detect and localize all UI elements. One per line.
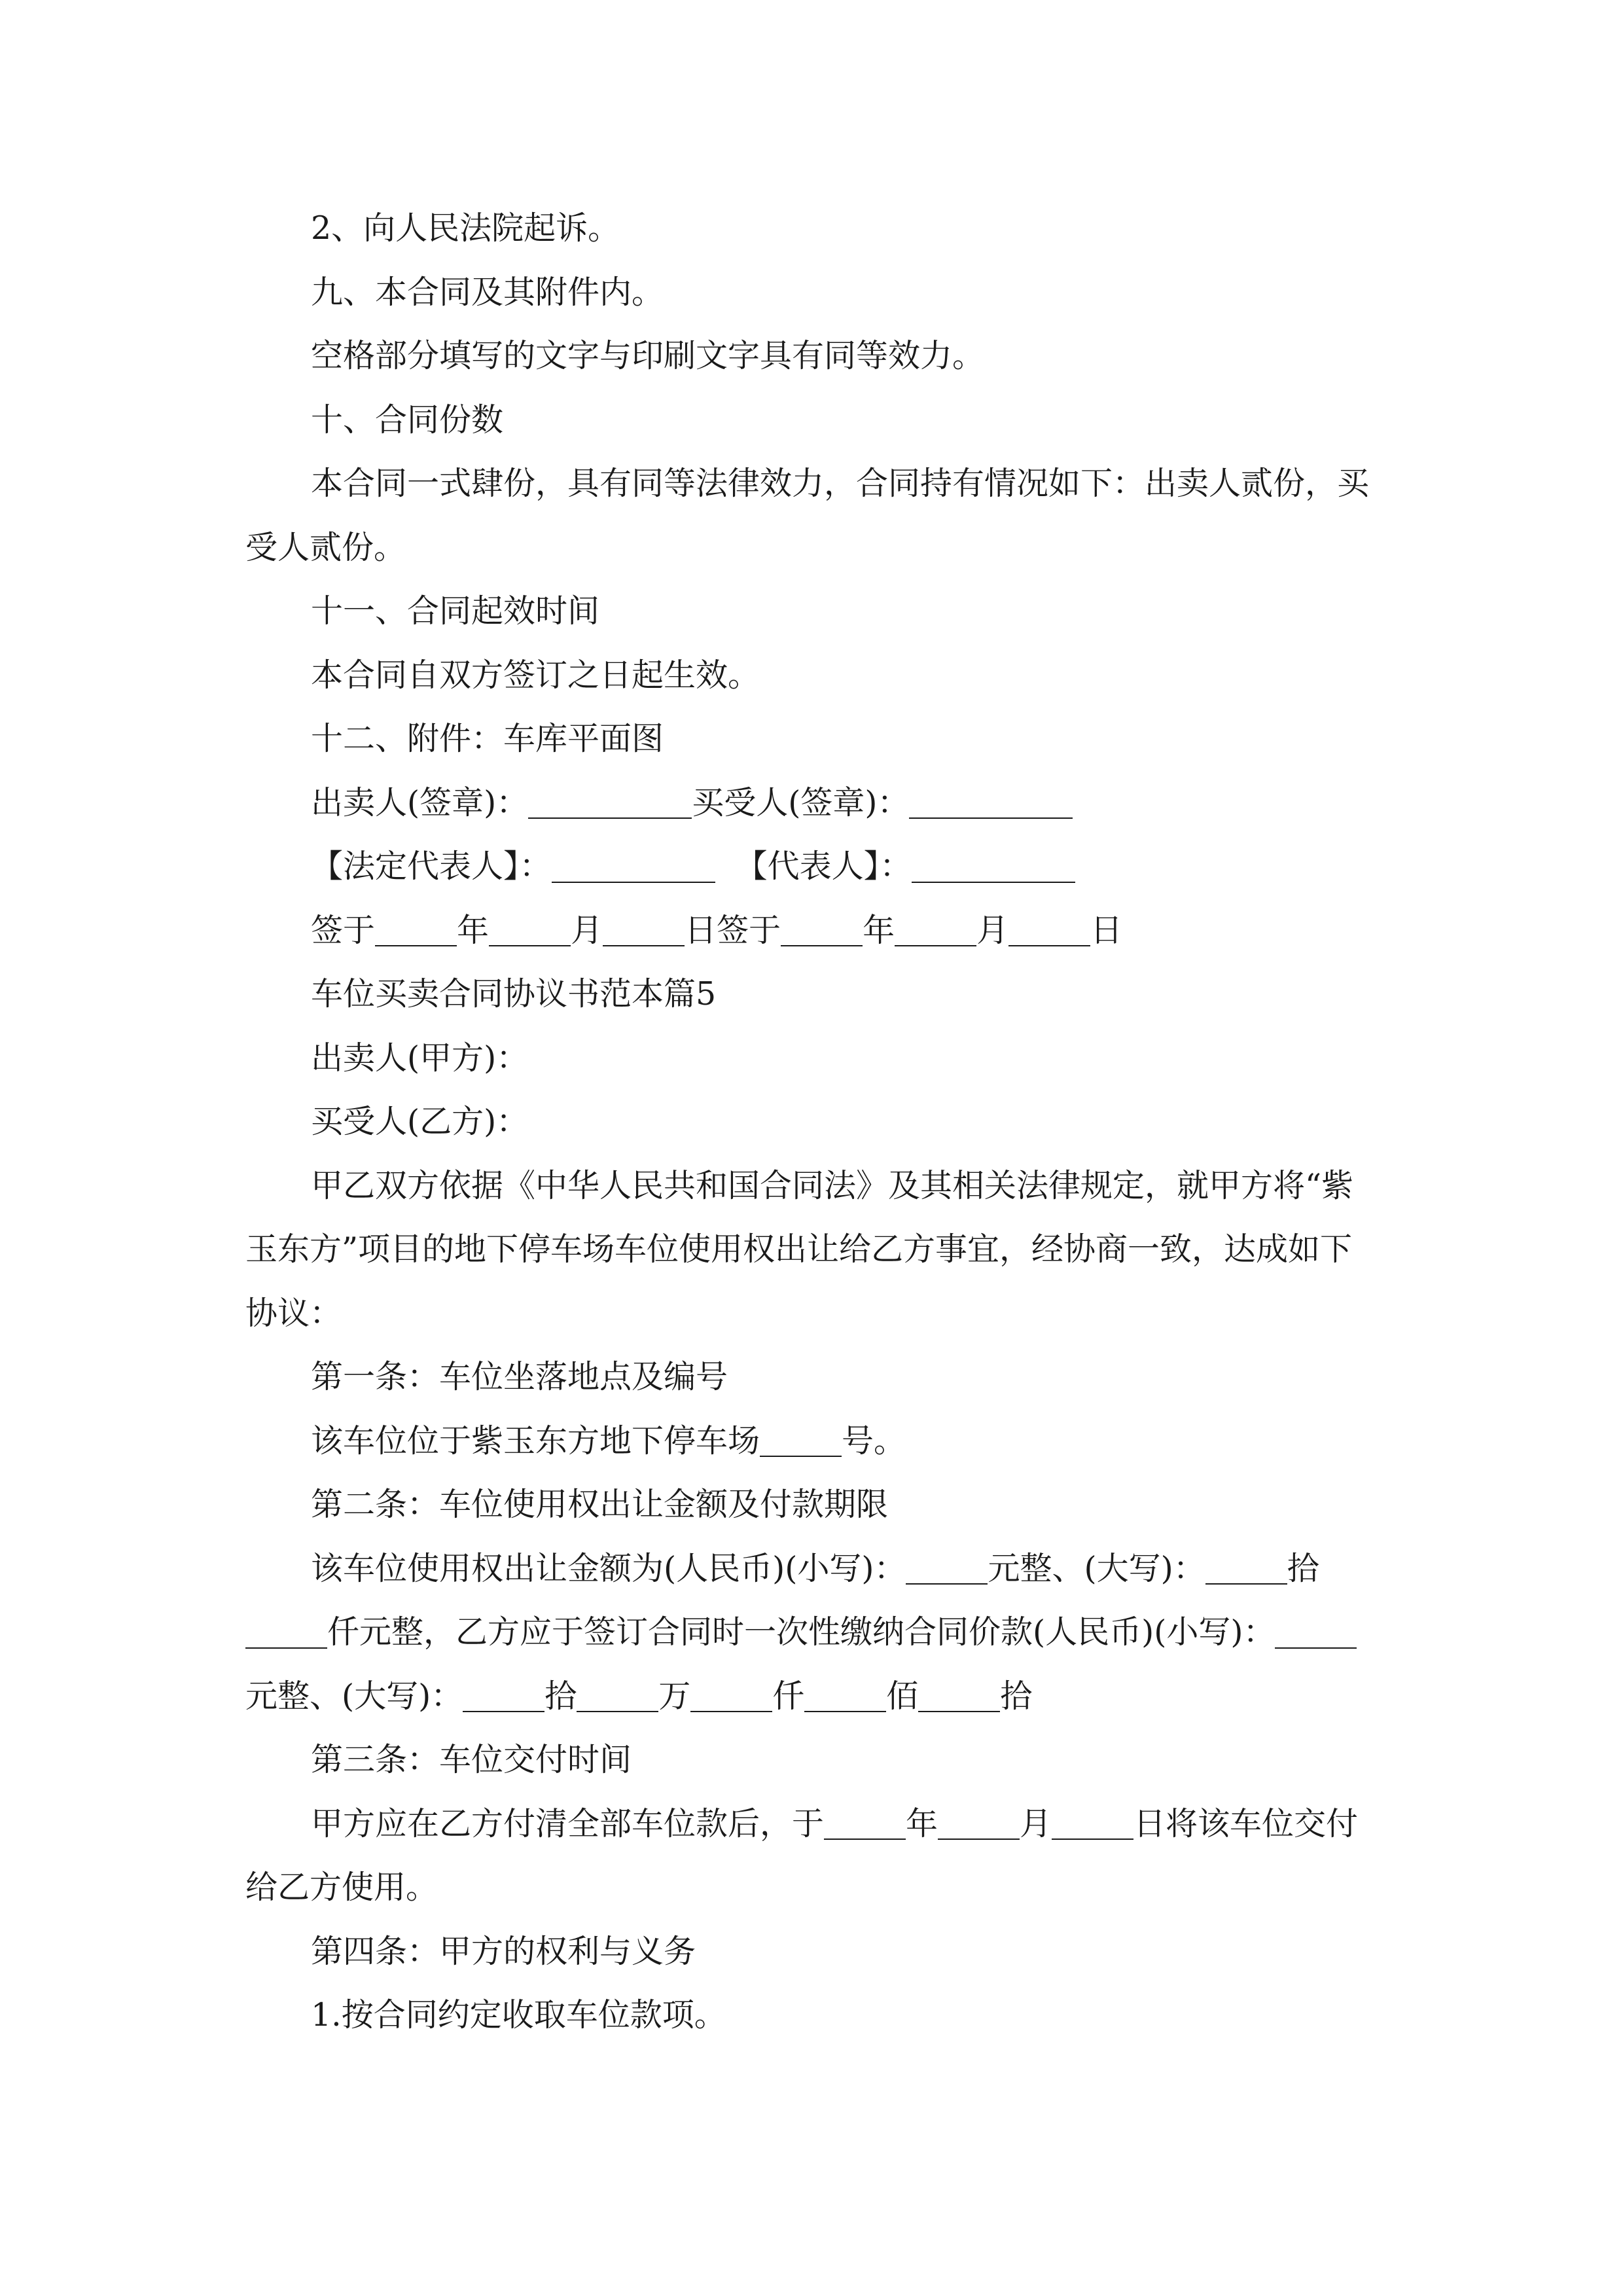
year-blank-2[interactable] bbox=[781, 910, 863, 946]
legal-rep-label: 【法定代表人】： bbox=[311, 848, 552, 885]
delivery-day-blank[interactable] bbox=[1052, 1803, 1133, 1840]
shi-label-2: 拾 bbox=[544, 1677, 577, 1715]
rep-blank[interactable] bbox=[912, 846, 1075, 883]
price-qian-blank[interactable] bbox=[690, 1676, 772, 1712]
price-wan-blank[interactable] bbox=[577, 1676, 658, 1712]
seller-label: 出卖人(签章)： bbox=[311, 783, 529, 821]
year-blank[interactable] bbox=[375, 910, 457, 946]
document-body bbox=[245, 196, 1378, 2047]
payment-paragraph bbox=[245, 1537, 1378, 1729]
party-buyer-line: 买受人(乙方)： bbox=[311, 1103, 529, 1140]
amount-qian-blank[interactable] bbox=[245, 1612, 327, 1649]
rep-label: 【代表人】： bbox=[735, 848, 912, 885]
payment-prefix: 该车位使用权出让金额为(人民币)(小写)： bbox=[311, 1549, 906, 1587]
month-blank-2[interactable] bbox=[895, 910, 976, 946]
clause-line: 2、向人民法院起诉。 bbox=[311, 209, 620, 247]
yuan-zheng-label-2: 元整、(大写)： bbox=[245, 1677, 463, 1715]
day-blank[interactable] bbox=[603, 910, 685, 946]
price-shi-blank[interactable] bbox=[463, 1676, 544, 1712]
location-suffix: 号。 bbox=[842, 1422, 906, 1460]
qian-yuan-zheng-label: 仟元整，乙方应于签订合同时一次性缴纳合同价款(人民币)(小写)： bbox=[327, 1613, 1275, 1651]
price-bai-blank[interactable] bbox=[804, 1676, 886, 1712]
signature-line-representatives bbox=[245, 834, 1378, 899]
preamble-paragraph: 甲乙双方依据《中华人民共和国合同法》及其相关法律规定，就甲方将“紫玉东方”项目的地下停车场车位使用权出让给乙方事宜，经协商一致，达成如下协议： bbox=[245, 1166, 1354, 1332]
signature-line-parties bbox=[245, 771, 1378, 835]
article-heading: 第三条：车位交付时间 bbox=[311, 1741, 632, 1778]
legal-rep-blank[interactable] bbox=[552, 846, 715, 883]
amount-shi-blank[interactable] bbox=[1205, 1548, 1287, 1585]
clause-heading: 十、合同份数 bbox=[311, 401, 504, 439]
delivery-year-blank[interactable] bbox=[824, 1803, 906, 1840]
sign-at-label: 签于 bbox=[311, 911, 376, 949]
delivery-suffix: 日将该车位交付给乙方使用。 bbox=[245, 1804, 1359, 1906]
sign-at-label-2: 签于 bbox=[717, 911, 781, 949]
buyer-signature-blank[interactable] bbox=[909, 782, 1073, 819]
delivery-paragraph bbox=[245, 1792, 1378, 1920]
seller-signature-blank[interactable] bbox=[528, 782, 692, 819]
delivery-month-blank[interactable] bbox=[938, 1803, 1020, 1840]
article-heading: 第四条：甲方的权利与义务 bbox=[311, 1932, 696, 1970]
qian-label: 仟 bbox=[772, 1677, 805, 1715]
delivery-month-label: 月 bbox=[1020, 1804, 1052, 1842]
clause-line: 本合同自双方签订之日起生效。 bbox=[311, 656, 760, 694]
section-title: 车位买卖合同协议书范本篇5 bbox=[311, 975, 717, 1013]
month-blank[interactable] bbox=[489, 910, 571, 946]
article-heading: 第一条：车位坐落地点及编号 bbox=[311, 1358, 728, 1395]
amount-small-blank[interactable] bbox=[906, 1548, 988, 1585]
month-label: 月 bbox=[571, 911, 603, 949]
month-label-2: 月 bbox=[976, 911, 1009, 949]
location-prefix: 该车位位于紫玉东方地下停车场 bbox=[311, 1422, 760, 1460]
clause-item: 1.按合同约定收取车位款项。 bbox=[311, 1996, 726, 2034]
shi-label: 拾 bbox=[1287, 1549, 1319, 1587]
clause-heading: 九、本合同及其附件内。 bbox=[311, 273, 664, 311]
wan-label: 万 bbox=[658, 1677, 691, 1715]
day-label: 日 bbox=[685, 911, 717, 949]
delivery-prefix: 甲方应在乙方付清全部车位款后，于 bbox=[311, 1804, 825, 1842]
clause-line: 空格部分填写的文字与印刷文字具有同等效力。 bbox=[311, 337, 985, 374]
location-line bbox=[245, 1409, 1378, 1473]
shi-label-3: 拾 bbox=[1000, 1677, 1033, 1715]
article-heading: 第二条：车位使用权出让金额及付款期限 bbox=[311, 1486, 889, 1523]
delivery-year-label: 年 bbox=[906, 1804, 938, 1842]
spot-number-blank[interactable] bbox=[760, 1420, 842, 1457]
price-shi-blank-2[interactable] bbox=[918, 1676, 1000, 1712]
day-label-2: 日 bbox=[1090, 911, 1123, 949]
bai-label: 佰 bbox=[886, 1677, 919, 1715]
buyer-label: 买受人(签章)： bbox=[692, 783, 910, 821]
party-seller-line: 出卖人(甲方)： bbox=[311, 1039, 529, 1077]
clause-heading: 十一、合同起效时间 bbox=[311, 592, 600, 630]
yuan-zheng-label: 元整、(大写)： bbox=[988, 1549, 1205, 1587]
clause-heading: 十二、附件：车库平面图 bbox=[311, 720, 664, 757]
year-label: 年 bbox=[457, 911, 490, 949]
day-blank-2[interactable] bbox=[1008, 910, 1090, 946]
price-small-blank[interactable] bbox=[1275, 1612, 1357, 1649]
signature-line-dates bbox=[245, 899, 1378, 963]
clause-paragraph: 本合同一式肆份，具有同等法律效力，合同持有情况如下：出卖人贰份，买受人贰份。 bbox=[245, 465, 1370, 566]
year-label-2: 年 bbox=[863, 911, 895, 949]
